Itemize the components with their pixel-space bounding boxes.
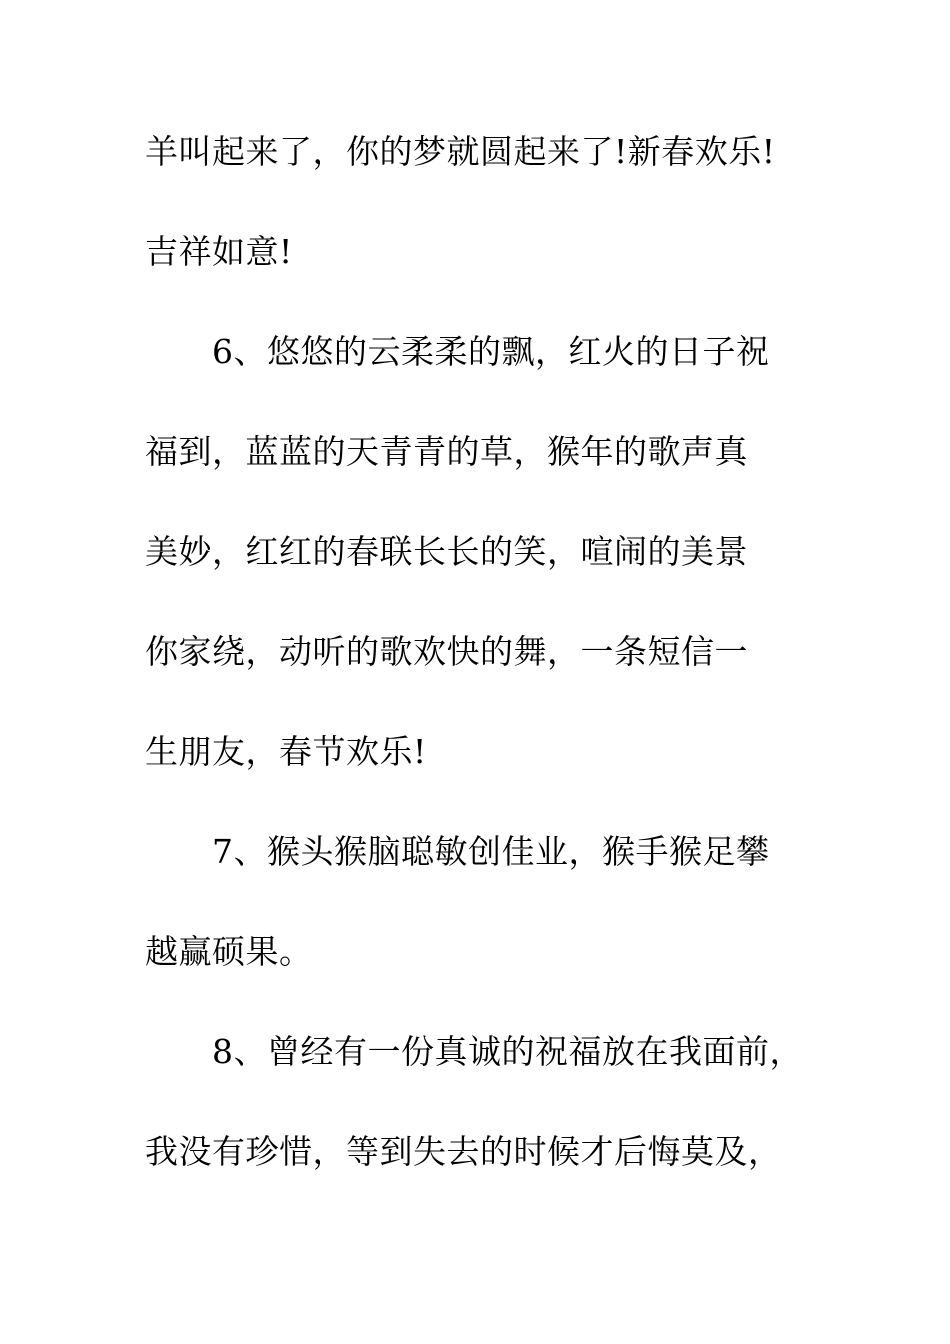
text-line-5: 美妙，红红的春联长长的笑，喧闹的美景: [145, 532, 748, 571]
text-line-4: 福到，蓝蓝的天青青的草，猴年的歌声真: [145, 432, 748, 471]
text-line-7: 生朋友，春节欢乐!: [145, 732, 427, 771]
text-line-1: 羊叫起来了，你的梦就圆起来了!新春欢乐!: [145, 132, 776, 171]
text-line-8: 7、猴头猴脑聪敏创佳业，猴手猴足攀: [212, 832, 770, 871]
text-line-6: 你家绕，动听的歌欢快的舞，一条短信一: [145, 632, 748, 671]
text-line-11: 我没有珍惜，等到失去的时候才后悔莫及，: [145, 1132, 782, 1171]
text-line-10: 8、曾经有一份真诚的祝福放在我面前，: [212, 1032, 803, 1071]
text-line-2: 吉祥如意!: [145, 232, 293, 271]
text-line-3: 6、悠悠的云柔柔的飘，红火的日子祝: [212, 332, 770, 371]
text-line-9: 越赢硕果。: [145, 932, 313, 971]
